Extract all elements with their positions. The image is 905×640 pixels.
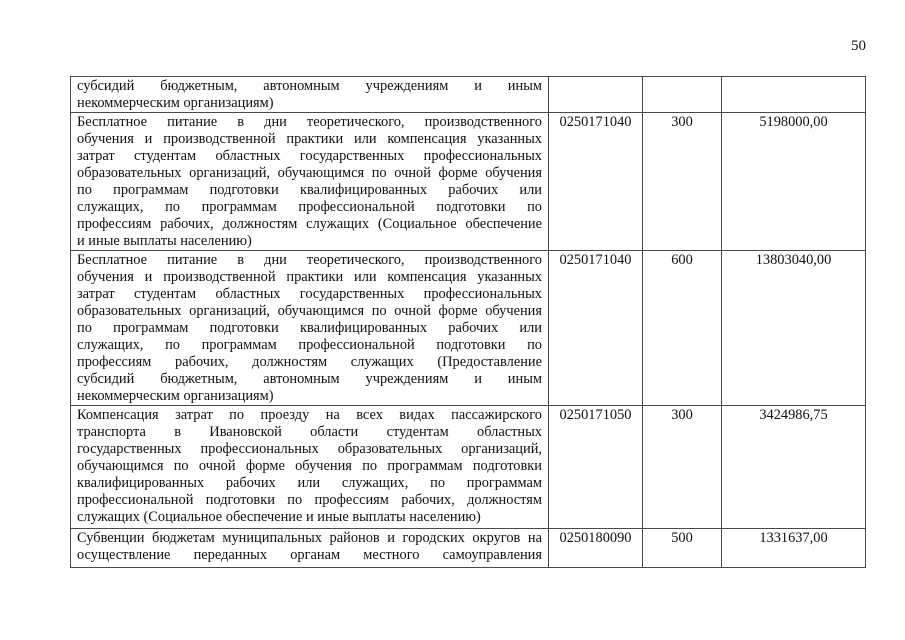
page-number: 50 — [851, 38, 866, 54]
amount-cell: 3424986,75 — [722, 406, 866, 529]
amount-cell: 1331637,00 — [722, 529, 866, 568]
item-name-line: по программам подготовки квалифицированных рабочих или — [77, 182, 542, 198]
item-name-cell — [71, 529, 549, 568]
target-code-cell: 0250171040 — [549, 113, 643, 251]
expense-type-cell: 600 — [643, 251, 722, 406]
item-name-line: квалифицированных рабочих или служащих, по программам — [77, 475, 542, 491]
item-name-line: субсидий бюджетным, автономным учреждениям и иным — [77, 78, 542, 94]
item-name-cell — [71, 251, 549, 406]
item-name-line: осуществление переданных органам местного самоуправления — [77, 547, 542, 563]
item-name-line: профессиям рабочих, должностям служащих (Предоставление — [77, 354, 542, 370]
table-row — [71, 406, 866, 529]
item-name-cell — [71, 113, 549, 251]
expense-type-cell: 300 — [643, 113, 722, 251]
target-code-cell: 0250180090 — [549, 529, 643, 568]
item-name-cell — [71, 77, 549, 113]
item-name-line: Компенсация затрат по проезду на всех видах пассажирского — [77, 407, 542, 423]
amount-cell: 13803040,00 — [722, 251, 866, 406]
item-name-line: обучения и производственной практики или компенсация указанных — [77, 131, 542, 147]
item-name-line: государственных профессиональных образовательных организаций, — [77, 441, 542, 457]
table-row — [71, 113, 866, 251]
expense-type-cell — [643, 77, 722, 113]
item-name-line: транспорта в Ивановской области студентам областных — [77, 424, 542, 440]
item-name-line: субсидий бюджетным, автономным учреждениям и иным — [77, 371, 542, 387]
item-name-line: профессиям рабочих, должностям служащих (Социальное обеспечение — [77, 216, 542, 232]
item-name-line: служащих (Социальное обеспечение и иные выплаты населению) — [77, 509, 481, 525]
item-name-line: затрат студентам областных государственных профессиональных — [77, 148, 542, 164]
item-name-line: Бесплатное питание в дни теоретического, производственного — [77, 252, 542, 268]
amount-cell — [722, 77, 866, 113]
item-name-line: профессиональной подготовки по профессиям рабочих, должностям — [77, 492, 542, 508]
item-name-cell — [71, 406, 549, 529]
budget-table — [70, 76, 866, 568]
amount-cell: 5198000,00 — [722, 113, 866, 251]
target-code-cell: 0250171050 — [549, 406, 643, 529]
item-name-line: некоммерческим организациям) — [77, 95, 274, 111]
item-name-line: по программам подготовки квалифицированных рабочих или — [77, 320, 542, 336]
table-row — [71, 77, 866, 113]
expense-type-cell: 500 — [643, 529, 722, 568]
item-name-line: Субвенции бюджетам муниципальных районов и городских округов на — [77, 530, 542, 546]
expense-type-cell: 300 — [643, 406, 722, 529]
item-name-line: обучающимся по очной форме обучения по программам подготовки — [77, 458, 542, 474]
item-name-line: обучения и производственной практики или компенсация указанных — [77, 269, 542, 285]
item-name-line: некоммерческим организациям) — [77, 388, 274, 404]
target-code-cell — [549, 77, 643, 113]
item-name-line: образовательных организаций, обучающимся по очной форме обучения — [77, 165, 542, 181]
table-row — [71, 529, 866, 568]
item-name-line: Бесплатное питание в дни теоретического, производственного — [77, 114, 542, 130]
table-row — [71, 251, 866, 406]
target-code-cell: 0250171040 — [549, 251, 643, 406]
item-name-line: затрат студентам областных государственных профессиональных — [77, 286, 542, 302]
item-name-line: служащих, по программам профессиональной подготовки по — [77, 337, 542, 353]
item-name-line: служащих, по программам профессиональной подготовки по — [77, 199, 542, 215]
item-name-line: и иные выплаты населению) — [77, 233, 252, 249]
item-name-line: образовательных организаций, обучающимся по очной форме обучения — [77, 303, 542, 319]
